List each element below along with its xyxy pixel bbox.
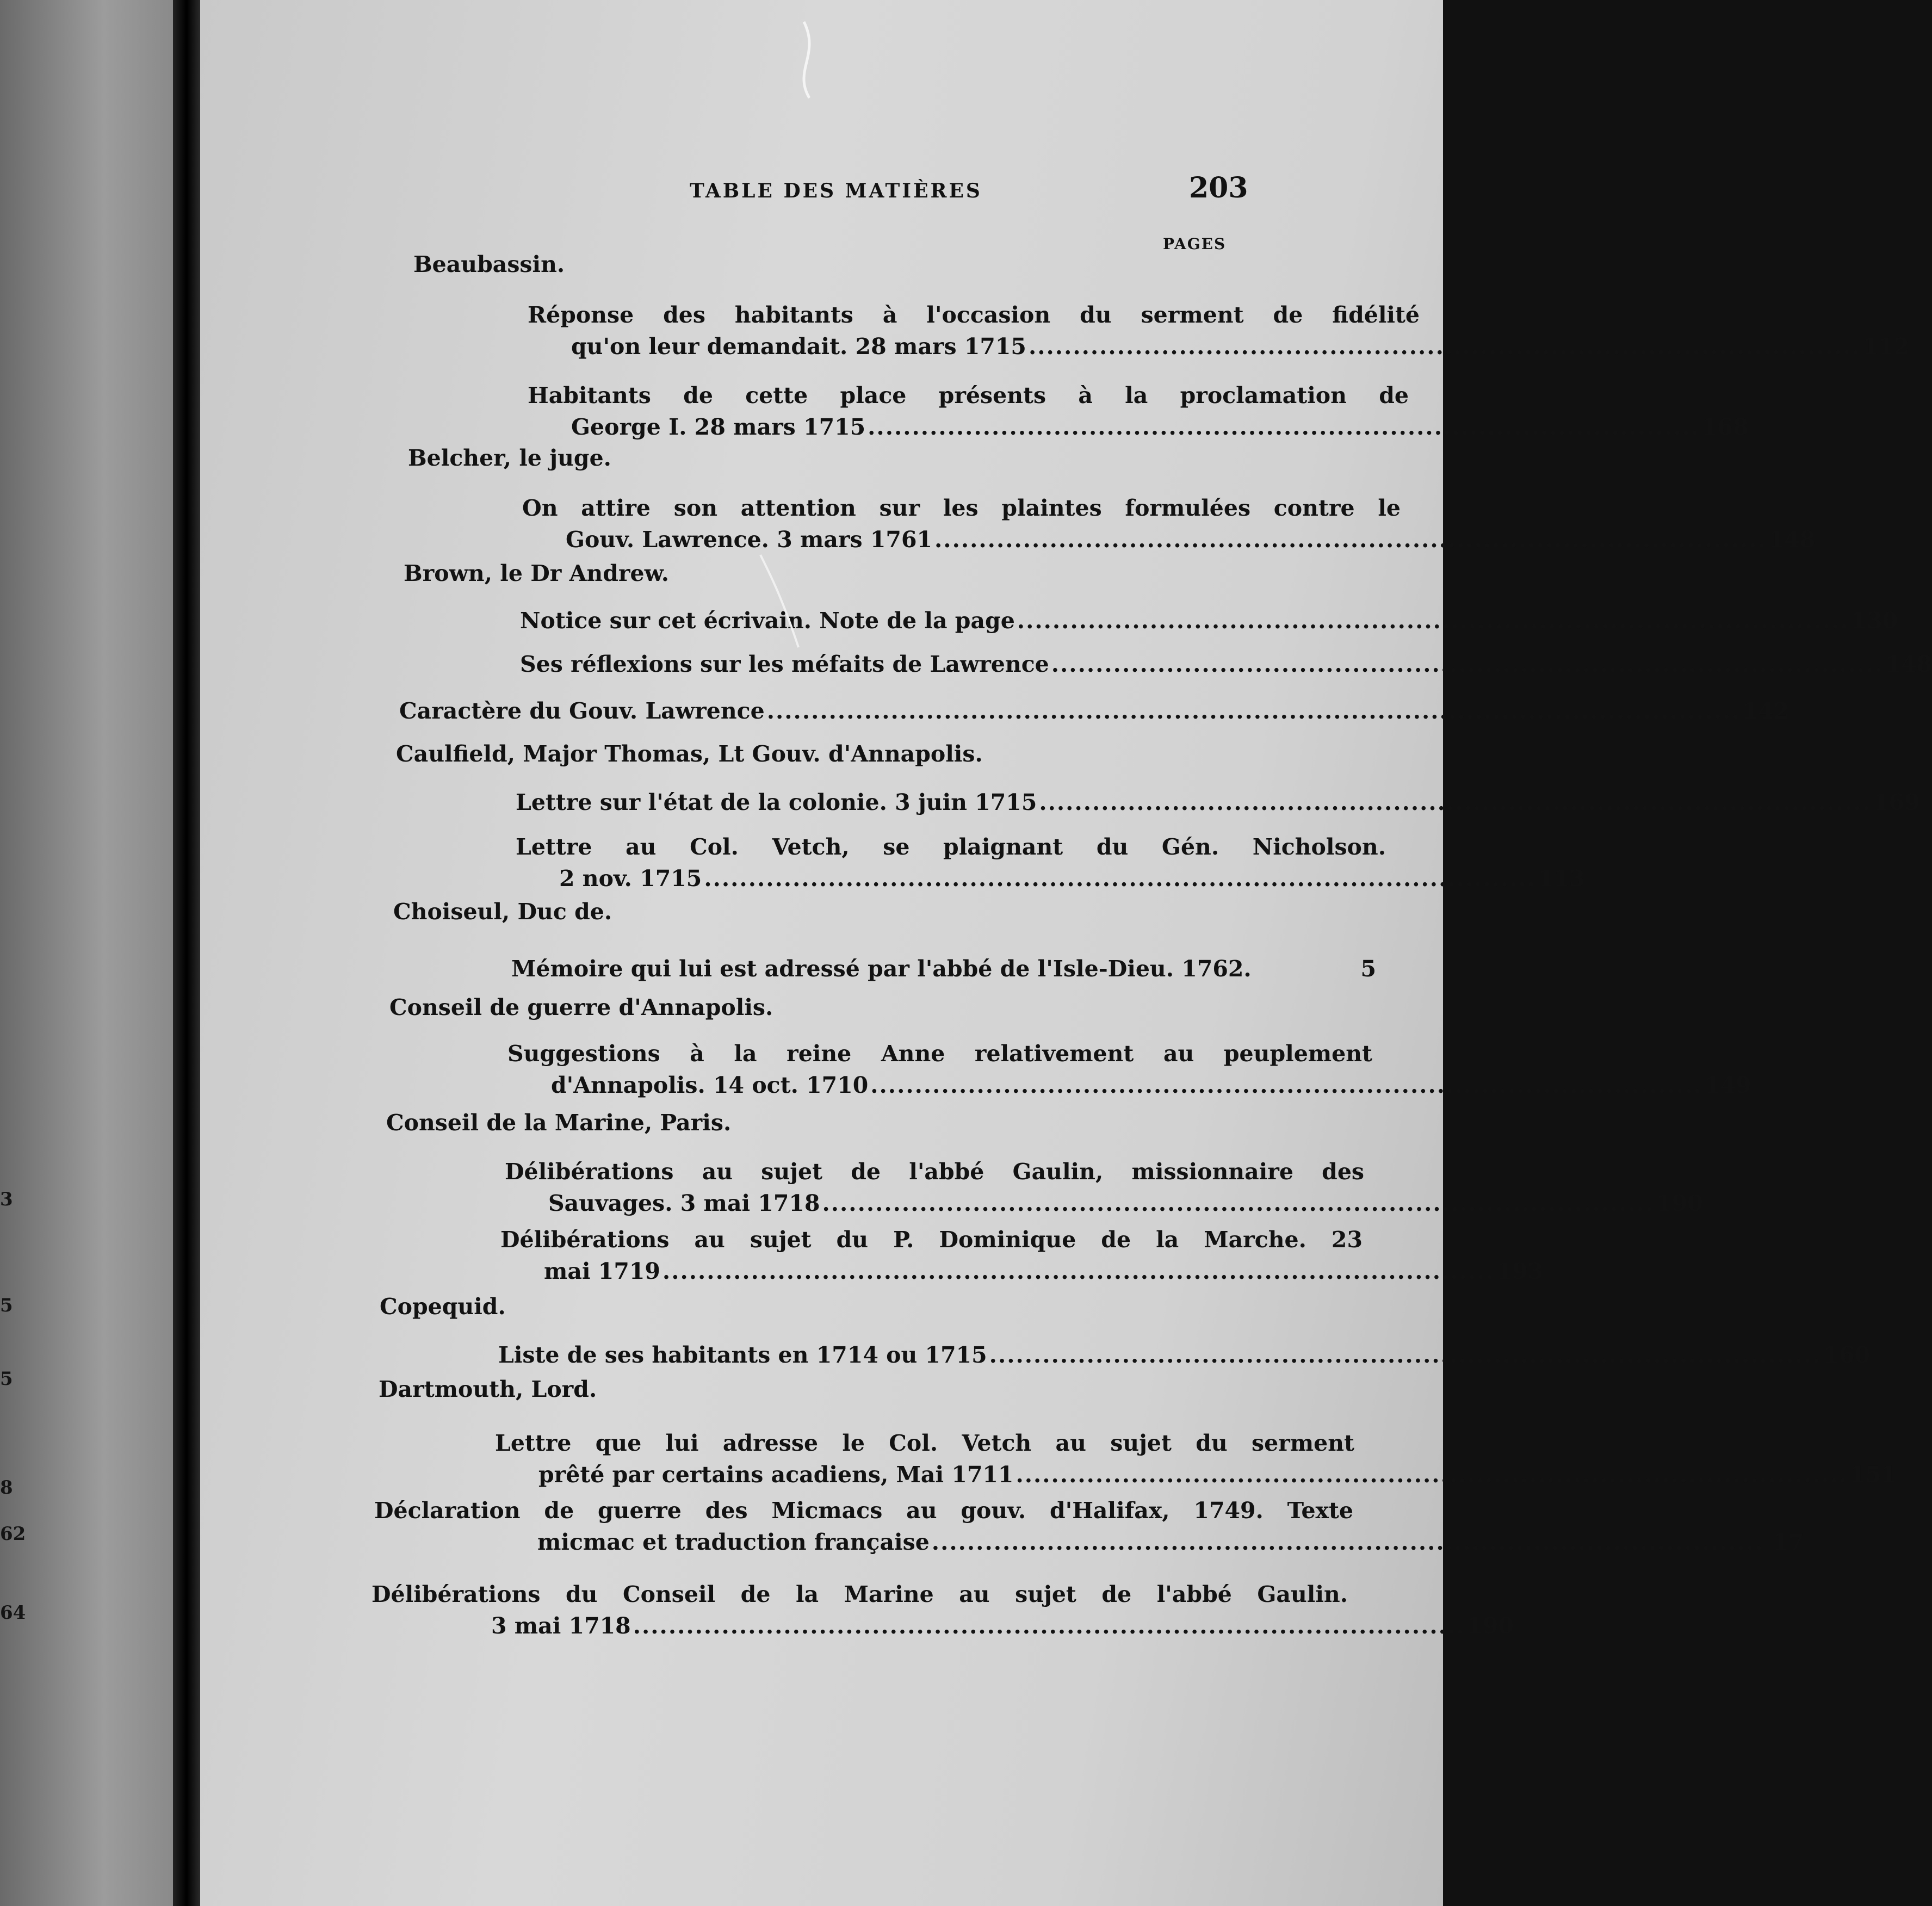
sub-entry: Ses réflexions sur les méfaits de Lawrence .............................................................................................. 148 [520,648,1396,680]
entry-heading-belcher: Belcher, le juge. [408,445,611,471]
sub-entry-text: Gouv. Lawrence. 3 mars 1761 [566,527,933,553]
entry-heading-caulfield: Caulfield, Major Thomas, Lt Gouv. d'Annapolis. [396,741,983,767]
sub-entry-text: Ses réflexions sur les méfaits de Lawrence [520,651,1049,677]
page-ref: 169 [1873,789,1920,815]
margin-number: 5 [0,1368,13,1390]
page-ref: 5 [1360,956,1376,982]
running-header: TABLE DES MATIÈRES [690,180,982,202]
margin-number: 62 [0,1523,26,1545]
sub-entry: On attire son attention sur les plaintes formulées contre le Gouv. Lawrence. 3 mars 1761 .............................................................................................. 148 [522,492,1401,555]
entry-heading-deliberations: Délibérations du Conseil de la Marine au sujet de l'abbé Gaulin. 3 mai 1718 .............................................................................................. 190 [371,1579,1348,1642]
margin-number: 3 [0,1189,13,1210]
sub-entry: Habitants de cette place présents à la proclamation de George I. 28 mars 1715 .............................................................................................. 168 [528,380,1409,443]
paper-crease-mark [690,22,853,674]
sub-entry-text: Délibérations au sujet du P. Dominique de la Marche. 23 [500,1227,1363,1253]
sub-entry: Suggestions à la reine Anne relativement au peuplement d'Annapolis. 14 oct. 1710 .............................................................................................. 149 [507,1038,1372,1101]
sub-entry-text: Lettre sur l'état de la colonie. 3 juin 1715 [516,789,1037,815]
page-number: 203 [1189,171,1248,205]
sub-entry-text: qu'on leur demandait. 28 mars 1715 [571,333,1026,360]
book-gutter [173,0,200,1906]
page-ref: 168 [1701,414,1749,440]
sub-entry: Délibérations au sujet de l'abbé Gaulin, missionnaire des Sauvages. 3 mai 1718 .............................................................................................. 190 [505,1156,1364,1219]
margin-number: 64 [0,1602,26,1624]
entry-continuation: 3 mai 1718 [491,1613,631,1639]
sub-entry-text: d'Annapolis. 14 oct. 1710 [551,1072,869,1098]
sub-entry: Lettre au Col. Vetch, se plaignant du Gén. Nicholson. 2 nov. 1715 .............................................................................................. 113 [516,831,1386,894]
sub-entry-text: mai 1719 [544,1258,660,1284]
sub-entry: Notice sur cet écrivain. Note de la page .............................................................................................. 130 [520,605,1396,636]
sub-entry-text: On attire son attention sur les plaintes formulées contre le [522,495,1401,521]
page-ref: 148 [1885,651,1932,677]
entry-heading-conseil-guerre: Conseil de guerre d'Annapolis. [389,994,773,1020]
margin-number: 5 [0,1295,13,1316]
facing-page-edge [0,0,173,1906]
margin-number: 8 [0,1477,13,1499]
page-ref: 142 [1742,698,1789,724]
page-ref: 148 [1768,527,1816,553]
page-ref: 149 [1705,1072,1751,1098]
entry-heading-brown: Brown, le Dr Andrew. [404,560,670,586]
sub-entry: Liste de ses habitants en 1714 ou 1715 .............................................................................................. 160 [498,1339,1358,1371]
sub-entry-text: prêté par certains acadiens, Mai 1711 [538,1462,1014,1488]
sub-entry-text: Réponse des habitants à l'occasion du serment de fidélité [528,302,1420,328]
entry-heading-caractere: Caractère du Gouv. Lawrence .............................................................................................................. 142 [399,695,1395,727]
sub-entry-text: Notice sur cet écrivain. Note de la page [520,608,1015,634]
sub-entry: Lettre que lui adresse le Col. Vetch au sujet du serment prêté par certains acadiens, Mai 1711 .............................................................................................. 151 [495,1427,1354,1490]
sub-entry-text: Délibérations au sujet de l'abbé Gaulin, missionnaire des [505,1159,1364,1185]
entry-heading-choiseul: Choiseul, Duc de. [393,899,612,925]
page-ref: 190 [1467,1613,1514,1639]
entry-heading-text: Délibérations du Conseil de la Marine au sujet de l'abbé Gaulin. [371,1581,1348,1607]
page-ref: 113 [1538,865,1585,892]
pages-column-label: PAGES [1163,235,1227,253]
sub-entry: Réponse des habitants à l'occasion du serment de fidélité qu'on leur demandait. 28 mars 1715 .............................................................................................. 112 [528,299,1420,362]
index-page [200,0,1932,1906]
entry-heading-beaubassin: Beaubassin. [413,251,565,277]
page-ref: 112 [1862,333,1910,360]
page-ref: 17 [1773,1529,1804,1555]
sub-entry [511,953,1376,985]
sub-entry-text: Habitants de cette place présents à la proclamation de [528,382,1409,409]
page-ref: 130 [1851,608,1898,634]
sub-entry-text: Sauvages. 3 mai 1718 [548,1190,820,1216]
sub-entry: Délibérations au sujet du P. Dominique de la Marche. 23 mai 1719 .............................................................................................. 193 [500,1224,1363,1287]
page-ref: 193 [1496,1258,1544,1284]
sub-entry: Lettre sur l'état de la colonie. 3 juin 1715 .............................................................................................. 169 [516,787,1386,818]
page-ref: 160 [1823,1342,1871,1368]
entry-heading-text: Déclaration de guerre des Micmacs au gouv. d'Halifax, 1749. Texte [374,1497,1353,1524]
entry-continuation: micmac et traduction française [537,1529,930,1555]
sub-entry-text: George I. 28 mars 1715 [571,414,866,440]
page-ref: 151 [1850,1462,1897,1488]
entry-heading-declaration: Déclaration de guerre des Micmacs au gouv. d'Halifax, 1749. Texte micmac et traduction française .............................................................................................. 17 [374,1495,1353,1558]
sub-entry-text: Lettre au Col. Vetch, se plaignant du Gén. Nicholson. [516,834,1386,860]
page-ref: 190 [1656,1190,1703,1216]
entry-heading-text: Caractère du Gouv. Lawrence [399,698,765,724]
sub-entry-text: 2 nov. 1715 [559,865,702,892]
entry-heading-copequid: Copequid. [380,1294,506,1320]
entry-heading-conseil-marine: Conseil de la Marine, Paris. [386,1110,732,1136]
entry-heading-dartmouth: Dartmouth, Lord. [379,1376,597,1402]
sub-entry-text: Liste de ses habitants en 1714 ou 1715 [498,1342,987,1368]
sub-entry-text: Suggestions à la reine Anne relativement au peuplement [507,1041,1372,1067]
sub-entry-text: Mémoire qui lui est adressé par l'abbé de l'Isle-Dieu. 1762. [511,956,1252,982]
sub-entry-text: Lettre que lui adresse le Col. Vetch au sujet du serment [495,1430,1354,1456]
